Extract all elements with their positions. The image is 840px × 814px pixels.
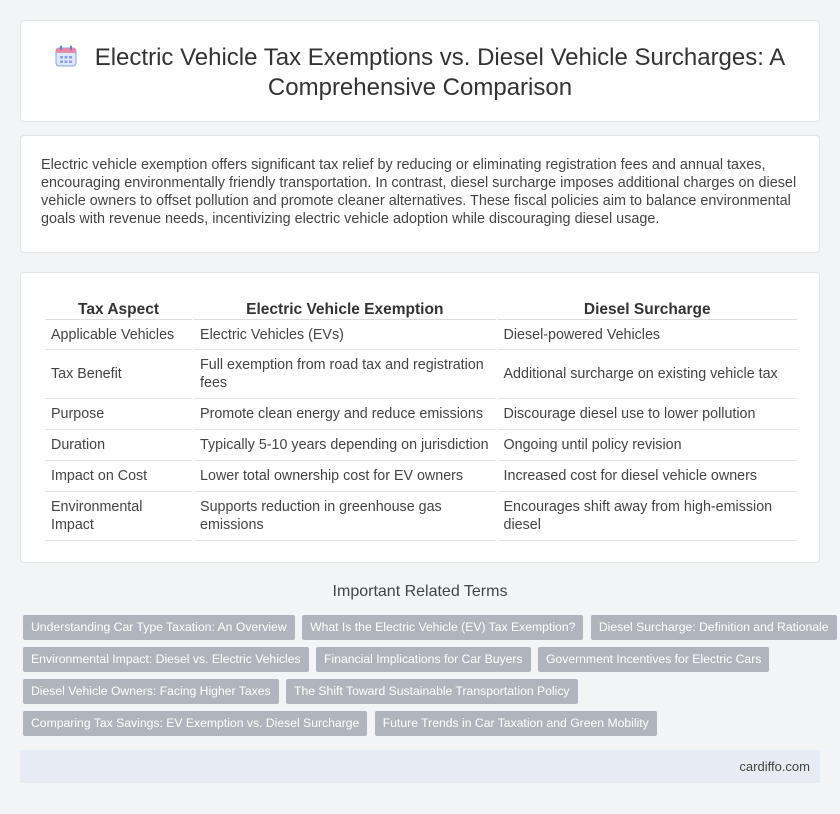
row-ev: Electric Vehicles (EVs)	[194, 320, 495, 350]
table-header-row	[45, 297, 797, 320]
tag-row	[23, 711, 823, 743]
table-row	[45, 399, 797, 430]
related-tag-link[interactable]: Government Incentives for Electric Cars	[538, 647, 769, 672]
row-aspect: Tax Benefit	[45, 350, 192, 399]
title-line-1: Electric Vehicle Tax Exemptions vs. Diesel Vehicle Surcharges: A	[94, 44, 786, 71]
row-diesel: Increased cost for diesel vehicle owners	[498, 461, 797, 492]
related-tag-link[interactable]: Future Trends in Car Taxation and Green Mobility	[375, 711, 657, 736]
row-diesel: Additional surcharge on existing vehicle tax	[498, 350, 797, 399]
page-title	[21, 43, 819, 103]
table-row	[45, 320, 797, 350]
row-ev: Lower total ownership cost for EV owners	[194, 461, 495, 492]
tag-row	[23, 615, 829, 647]
footer	[20, 750, 820, 783]
row-aspect: Applicable Vehicles	[45, 320, 192, 350]
related-tag-link[interactable]: Financial Implications for Car Buyers	[316, 647, 530, 672]
row-diesel: Ongoing until policy revision	[498, 430, 797, 461]
related-terms-heading: Important Related Terms	[332, 583, 508, 600]
row-aspect: Impact on Cost	[45, 461, 192, 492]
row-aspect: Duration	[45, 430, 192, 461]
title-card	[20, 20, 820, 122]
row-ev: Full exemption from road tax and registration fees	[194, 350, 495, 399]
comparison-table-card	[20, 272, 820, 563]
tag-row	[23, 679, 823, 711]
comparison-table	[43, 297, 799, 541]
header-ev-exemption: Electric Vehicle Exemption	[194, 297, 495, 320]
header-tax-aspect: Tax Aspect	[45, 297, 192, 320]
related-tag-link[interactable]: Understanding Car Type Taxation: An Overview	[23, 615, 295, 640]
row-diesel: Discourage diesel use to lower pollution	[498, 399, 797, 430]
summary-text: Electric vehicle exemption offers significant tax relief by reducing or eliminating registration fees and annual taxes, encouraging environmentally friendly transportation. In contrast, diesel surcharge imposes additional charges on diesel vehicle owners to offset pollution and promote cleaner alternatives. These fiscal policies aim to balance environmental goals with revenue needs, incentivizing electric vehicle adoption while discouraging diesel usage.	[41, 157, 797, 227]
related-terms-list	[23, 615, 829, 743]
related-tag-link[interactable]: Comparing Tax Savings: EV Exemption vs. Diesel Surcharge	[23, 711, 367, 736]
related-tag-link[interactable]: What Is the Electric Vehicle (EV) Tax Exemption?	[302, 615, 583, 640]
row-ev: Promote clean energy and reduce emissions	[194, 399, 495, 430]
row-diesel: Encourages shift away from high-emission diesel	[498, 492, 797, 541]
summary-card	[20, 135, 820, 253]
row-aspect: Environmental Impact	[45, 492, 192, 541]
table-row	[45, 430, 797, 461]
table-row	[45, 492, 797, 541]
header-diesel-surcharge: Diesel Surcharge	[498, 297, 797, 320]
related-tag-link[interactable]: The Shift Toward Sustainable Transportation Policy	[286, 679, 578, 704]
row-ev: Typically 5-10 years depending on jurisdiction	[194, 430, 495, 461]
related-tag-link[interactable]: Environmental Impact: Diesel vs. Electric Vehicles	[23, 647, 309, 672]
row-diesel: Diesel-powered Vehicles	[498, 320, 797, 350]
calendar-icon	[55, 45, 77, 67]
footer-site-link[interactable]: cardiffo.com	[739, 759, 810, 774]
tag-row	[23, 647, 823, 679]
related-tag-link[interactable]: Diesel Surcharge: Definition and Rationale	[591, 615, 837, 640]
table-row	[45, 350, 797, 399]
title-line-2: Comprehensive Comparison	[267, 74, 573, 101]
table-row	[45, 461, 797, 492]
row-aspect: Purpose	[45, 399, 192, 430]
related-tag-link[interactable]: Diesel Vehicle Owners: Facing Higher Taxes	[23, 679, 279, 704]
row-ev: Supports reduction in greenhouse gas emissions	[194, 492, 495, 541]
